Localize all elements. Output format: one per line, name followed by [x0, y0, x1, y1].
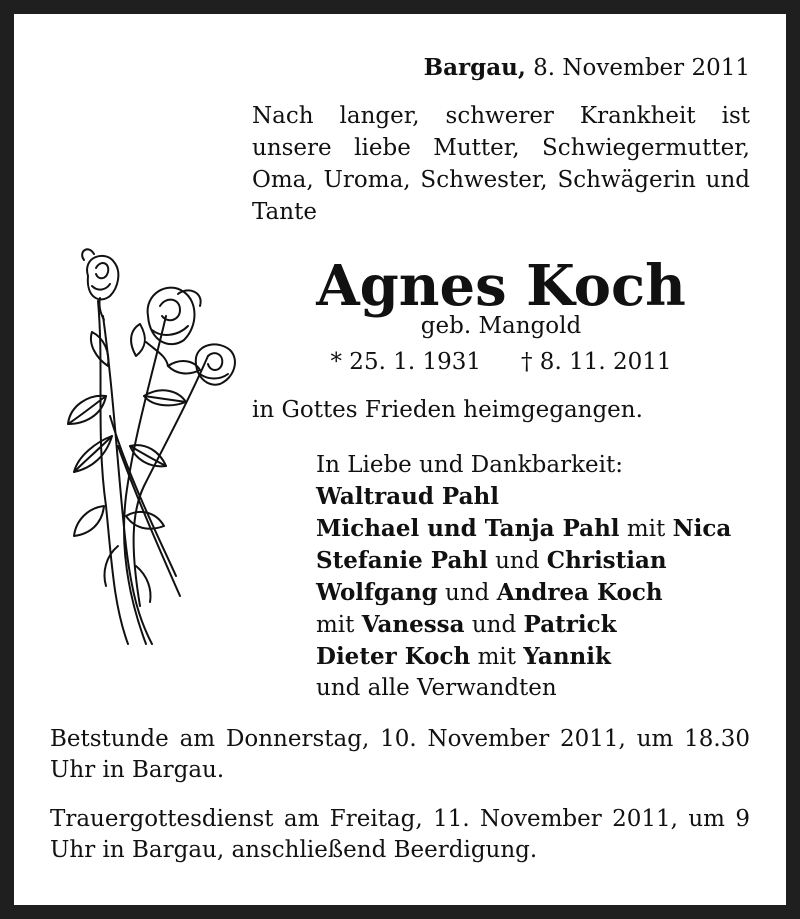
mourner-line: und alle Verwandten: [316, 675, 557, 701]
roses-illustration-icon: [48, 246, 238, 646]
funeral-service-text: Trauergottesdienst am Freitag, 11. November 2011, um 9 Uhr in Bargau, anschließend Beerdigung.: [50, 806, 750, 863]
mourner-line: Stefanie Pahl und Christian: [316, 547, 667, 574]
mourner-line: Dieter Koch mit Yannik: [316, 643, 611, 670]
deceased-name: Agnes Koch: [316, 253, 686, 319]
place-date: [424, 52, 750, 84]
intro-text: Nach langer, schwerer Krankheit ist unsere liebe Mutter, Schwiegermutter, Oma, Uroma, Schwester, Schwägerin und Tante: [252, 103, 750, 225]
mourners-list: [316, 450, 766, 704]
mourners-intro: In Liebe und Dankbarkeit:: [316, 452, 623, 478]
mourner-line: Waltraud Pahl: [316, 483, 499, 510]
rest-text: in Gottes Frieden heimgegangen.: [252, 397, 643, 423]
obituary-card: [14, 14, 786, 905]
mourner-line: Wolfgang und Andrea Koch: [316, 579, 663, 606]
maiden-name: geb. Mangold: [420, 313, 582, 339]
date: 8. November 2011: [533, 55, 750, 81]
place: Bargau,: [423, 54, 526, 81]
mourner-line: Michael und Tanja Pahl mit Nica: [316, 515, 732, 542]
prayer-service-text: Betstunde am Donnerstag, 10. November 2011, um 18.30 Uhr in Bargau.: [50, 726, 750, 783]
mourner-line: mit Vanessa und Patrick: [316, 611, 617, 638]
life-dates: [252, 346, 750, 378]
birth-date: * 25. 1. 1931: [330, 349, 481, 375]
death-date: † 8. 11. 2011: [521, 349, 672, 375]
